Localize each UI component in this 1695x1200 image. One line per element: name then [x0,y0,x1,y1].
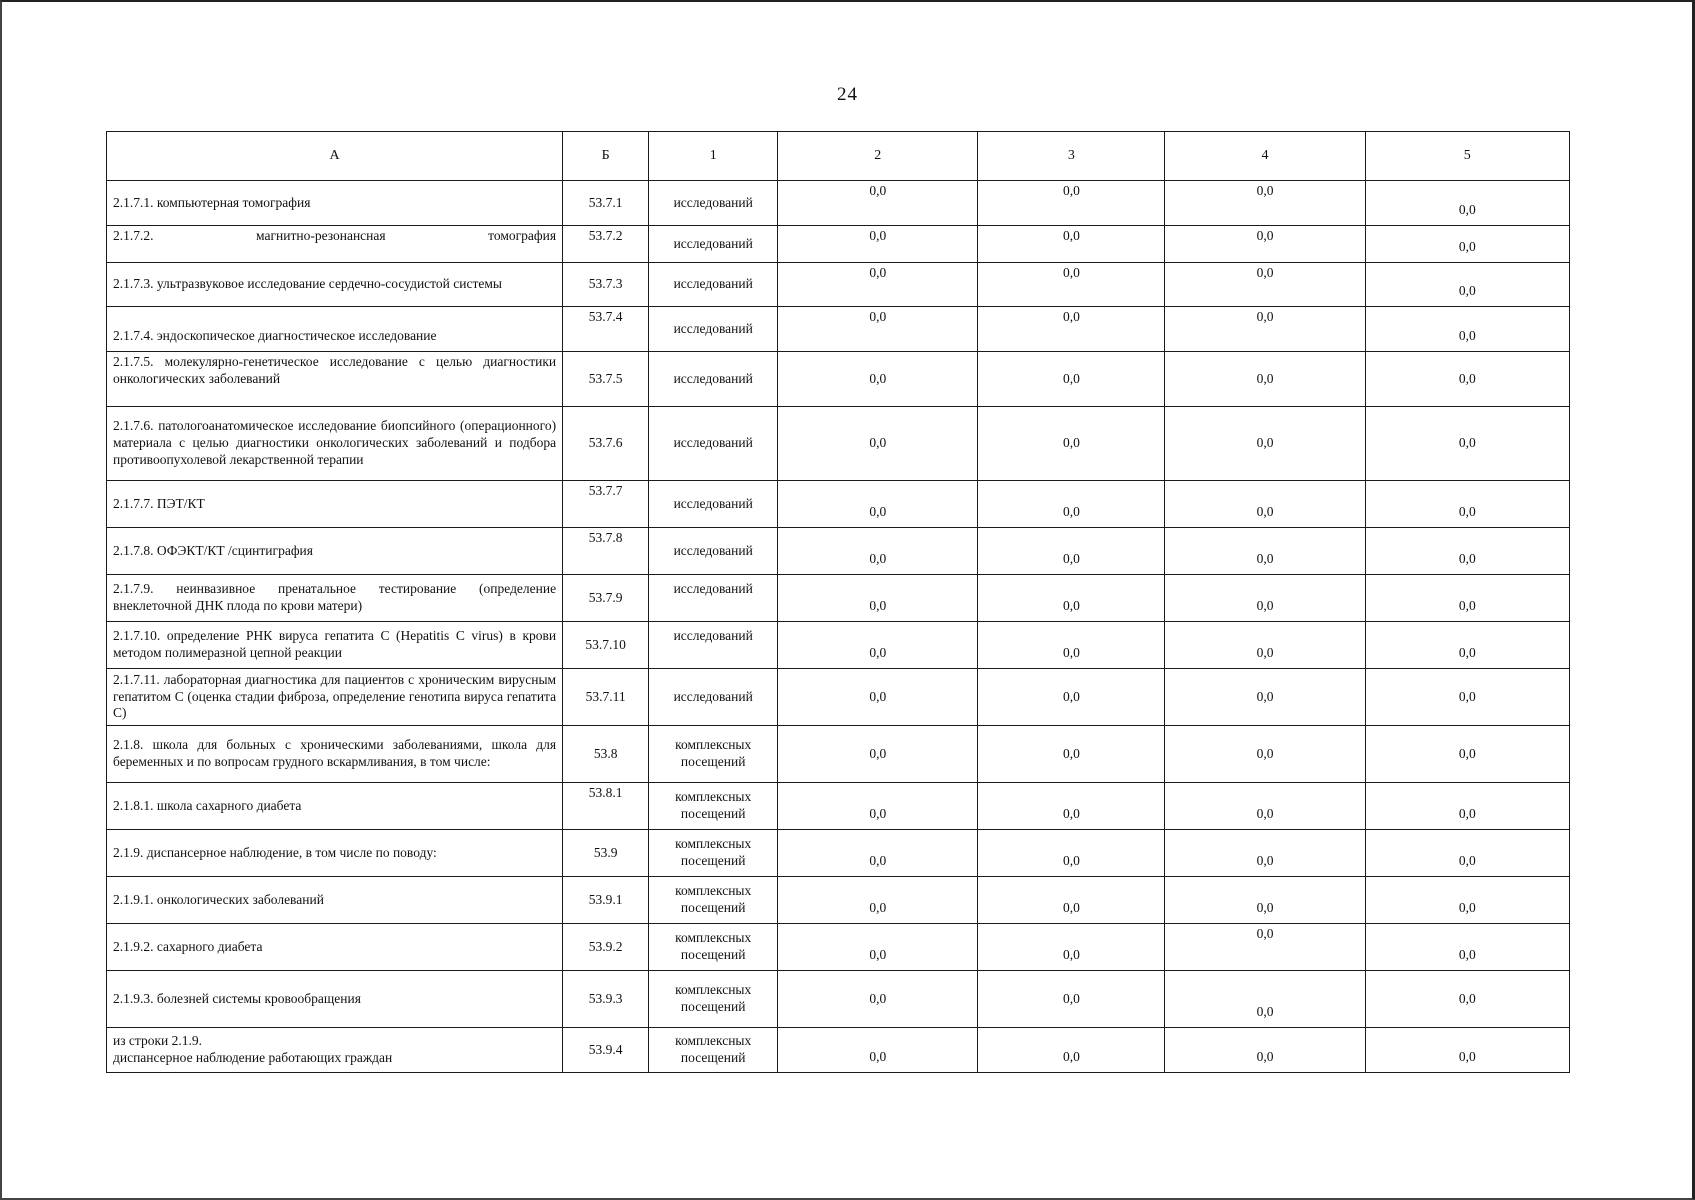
row-value-5: 0,0 [1365,971,1569,1028]
header-col-2: 2 [778,132,978,181]
row-code: 53.8 [563,726,649,783]
row-unit: комплексных посещений [649,783,778,830]
row-value-3: 0,0 [978,622,1165,669]
row-value-5: 0,0 [1365,1028,1569,1073]
table-row [107,263,1570,307]
row-value-2: 0,0 [778,481,978,528]
row-code: 53.7.7 [563,481,649,528]
row-unit: исследований [649,352,778,407]
row-unit: комплексных посещений [649,726,778,783]
row-value-4: 0,0 [1165,877,1365,924]
row-value-2: 0,0 [778,971,978,1028]
row-value-5: 0,0 [1365,830,1569,877]
row-code: 53.7.4 [563,307,649,352]
row-value-5: 0,0 [1365,783,1569,830]
row-value-5: 0,0 [1365,181,1569,226]
row-value-4: 0,0 [1165,575,1365,622]
row-value-3: 0,0 [978,181,1165,226]
table-row [107,407,1570,481]
row-value-2: 0,0 [778,726,978,783]
row-code: 53.7.6 [563,407,649,481]
row-value-4: 0,0 [1165,622,1365,669]
row-unit: исследований [649,669,778,726]
row-value-3: 0,0 [978,407,1165,481]
row-unit: комплексных посещений [649,830,778,877]
row-unit: исследований [649,528,778,575]
row-name: 2.1.7.9. неинвазивное пренатальное тестирование (определение внеклеточной ДНК плода по крови матери) [107,575,563,622]
row-name: 2.1.7.3. ультразвуковое исследование сердечно-сосудистой системы [107,263,563,307]
row-value-5: 0,0 [1365,924,1569,971]
row-value-4: 0,0 [1165,226,1365,263]
row-value-4: 0,0 [1165,830,1365,877]
row-value-2: 0,0 [778,352,978,407]
row-code: 53.7.8 [563,528,649,575]
row-name: 2.1.8.1. школа сахарного диабета [107,783,563,830]
table-row [107,830,1570,877]
row-name: 2.1.7.1. компьютерная томография [107,181,563,226]
table-row [107,575,1570,622]
row-value-4: 0,0 [1165,307,1365,352]
row-unit: исследований [649,181,778,226]
row-value-3: 0,0 [978,783,1165,830]
table-row [107,971,1570,1028]
row-code: 53.7.1 [563,181,649,226]
row-value-2: 0,0 [778,1028,978,1073]
row-value-3: 0,0 [978,352,1165,407]
row-value-2: 0,0 [778,226,978,263]
row-value-5: 0,0 [1365,528,1569,575]
row-code: 53.9.1 [563,877,649,924]
row-name: 2.1.7.4. эндоскопическое диагностическое исследование [107,307,563,352]
row-value-2: 0,0 [778,924,978,971]
row-code: 53.7.9 [563,575,649,622]
row-value-4: 0,0 [1165,669,1365,726]
row-value-5: 0,0 [1365,407,1569,481]
row-value-2: 0,0 [778,307,978,352]
row-name [107,226,563,263]
row-code: 53.9.3 [563,971,649,1028]
row-value-5: 0,0 [1365,622,1569,669]
row-value-3: 0,0 [978,971,1165,1028]
row-name: 2.1.9. диспансерное наблюдение, в том числе по поводу: [107,830,563,877]
row-value-2: 0,0 [778,181,978,226]
row-code: 53.7.11 [563,669,649,726]
row-value-5: 0,0 [1365,575,1569,622]
row-value-3: 0,0 [978,1028,1165,1073]
row-value-2: 0,0 [778,783,978,830]
row-unit: исследований [649,481,778,528]
row-value-4: 0,0 [1165,181,1365,226]
row-name: 2.1.9.1. онкологических заболеваний [107,877,563,924]
row-value-2: 0,0 [778,830,978,877]
row-name-line: диспансерное наблюдение работающих граждан [113,1050,393,1065]
row-code: 53.7.3 [563,263,649,307]
row-unit: исследований [649,407,778,481]
row-name: 2.1.7.7. ПЭТ/КТ [107,481,563,528]
header-col-1: 1 [649,132,778,181]
table-row [107,226,1570,263]
header-row [107,132,1570,181]
table-row [107,481,1570,528]
row-value-3: 0,0 [978,877,1165,924]
row-name [107,1028,563,1073]
row-value-4: 0,0 [1165,481,1365,528]
table-row [107,352,1570,407]
row-unit: комплексных посещений [649,971,778,1028]
table-row [107,1028,1570,1073]
row-value-5: 0,0 [1365,726,1569,783]
row-value-2: 0,0 [778,575,978,622]
row-value-2: 0,0 [778,877,978,924]
row-code: 53.7.10 [563,622,649,669]
row-value-4: 0,0 [1165,971,1365,1028]
table-row [107,924,1570,971]
row-value-4: 0,0 [1165,407,1365,481]
row-value-5: 0,0 [1365,669,1569,726]
table-row [107,877,1570,924]
row-value-5: 0,0 [1365,226,1569,263]
row-code: 53.9 [563,830,649,877]
row-value-5: 0,0 [1365,877,1569,924]
row-value-3: 0,0 [978,481,1165,528]
header-col-5: 5 [1365,132,1569,181]
header-col-3: 3 [978,132,1165,181]
row-value-2: 0,0 [778,669,978,726]
row-value-3: 0,0 [978,726,1165,783]
row-unit: исследований [649,226,778,263]
row-value-3: 0,0 [978,263,1165,307]
row-unit: комплексных посещений [649,877,778,924]
row-name: 2.1.7.10. определение РНК вируса гепатита С (Hepatitis C virus) в крови методом полимеразной цепной реакции [107,622,563,669]
row-value-3: 0,0 [978,669,1165,726]
table-row [107,622,1570,669]
row-value-4: 0,0 [1165,1028,1365,1073]
row-name-part: 2.1.7.2. [113,228,154,243]
row-code: 53.9.2 [563,924,649,971]
row-value-4: 0,0 [1165,783,1365,830]
table-row [107,669,1570,726]
row-unit: комплексных посещений [649,924,778,971]
table-row [107,783,1570,830]
row-value-3: 0,0 [978,924,1165,971]
row-unit: исследований [649,307,778,352]
row-name-part: томография [488,228,557,243]
row-name: 2.1.7.8. ОФЭКТ/КТ /сцинтиграфия [107,528,563,575]
row-unit: комплексных посещений [649,1028,778,1073]
row-name: 2.1.9.2. сахарного диабета [107,924,563,971]
row-name: 2.1.7.11. лабораторная диагностика для пациентов с хроническим вирусным гепатитом С (оценка стадии фиброза, определение генотипа вируса гепатита С) [107,669,563,726]
row-name: 2.1.7.5. молекулярно-генетическое исследование с целью диагностики онкологических заболеваний [107,352,563,407]
row-value-5: 0,0 [1365,352,1569,407]
row-unit: исследований [649,575,778,622]
row-value-5: 0,0 [1365,481,1569,528]
table-row [107,307,1570,352]
row-name: 2.1.9.3. болезней системы кровообращения [107,971,563,1028]
table-row [107,528,1570,575]
header-col-4: 4 [1165,132,1365,181]
row-value-3: 0,0 [978,830,1165,877]
row-value-5: 0,0 [1365,307,1569,352]
row-unit: исследований [649,263,778,307]
row-value-5: 0,0 [1365,263,1569,307]
row-value-4: 0,0 [1165,263,1365,307]
row-value-3: 0,0 [978,307,1165,352]
row-value-3: 0,0 [978,226,1165,263]
row-unit: исследований [649,622,778,669]
row-value-3: 0,0 [978,575,1165,622]
table-row [107,181,1570,226]
row-name: 2.1.7.6. патологоанатомическое исследование биопсийного (операционного) материала с целью диагностики онкологических заболеваний и подбора противоопухолевой лекарственной терапии [107,407,563,481]
data-table [106,131,1570,1073]
row-code: 53.7.2 [563,226,649,263]
row-value-3: 0,0 [978,528,1165,575]
header-col-b: Б [563,132,649,181]
row-value-4: 0,0 [1165,528,1365,575]
row-code: 53.8.1 [563,783,649,830]
row-value-4: 0,0 [1165,924,1365,971]
row-value-2: 0,0 [778,407,978,481]
row-value-4: 0,0 [1165,352,1365,407]
row-value-4: 0,0 [1165,726,1365,783]
row-name: 2.1.8. школа для больных с хроническими заболеваниями, школа для беременных и по вопросам грудного вскармливания, в том числе: [107,726,563,783]
row-name-line: из строки 2.1.9. [113,1033,203,1049]
table-row [107,726,1570,783]
row-code: 53.9.4 [563,1028,649,1073]
row-value-2: 0,0 [778,622,978,669]
row-value-2: 0,0 [778,528,978,575]
row-name-part: магнитно-резонансная [256,228,386,243]
row-code: 53.7.5 [563,352,649,407]
header-col-a: А [107,132,563,181]
row-value-2: 0,0 [778,263,978,307]
page-number: 24 [837,84,858,105]
